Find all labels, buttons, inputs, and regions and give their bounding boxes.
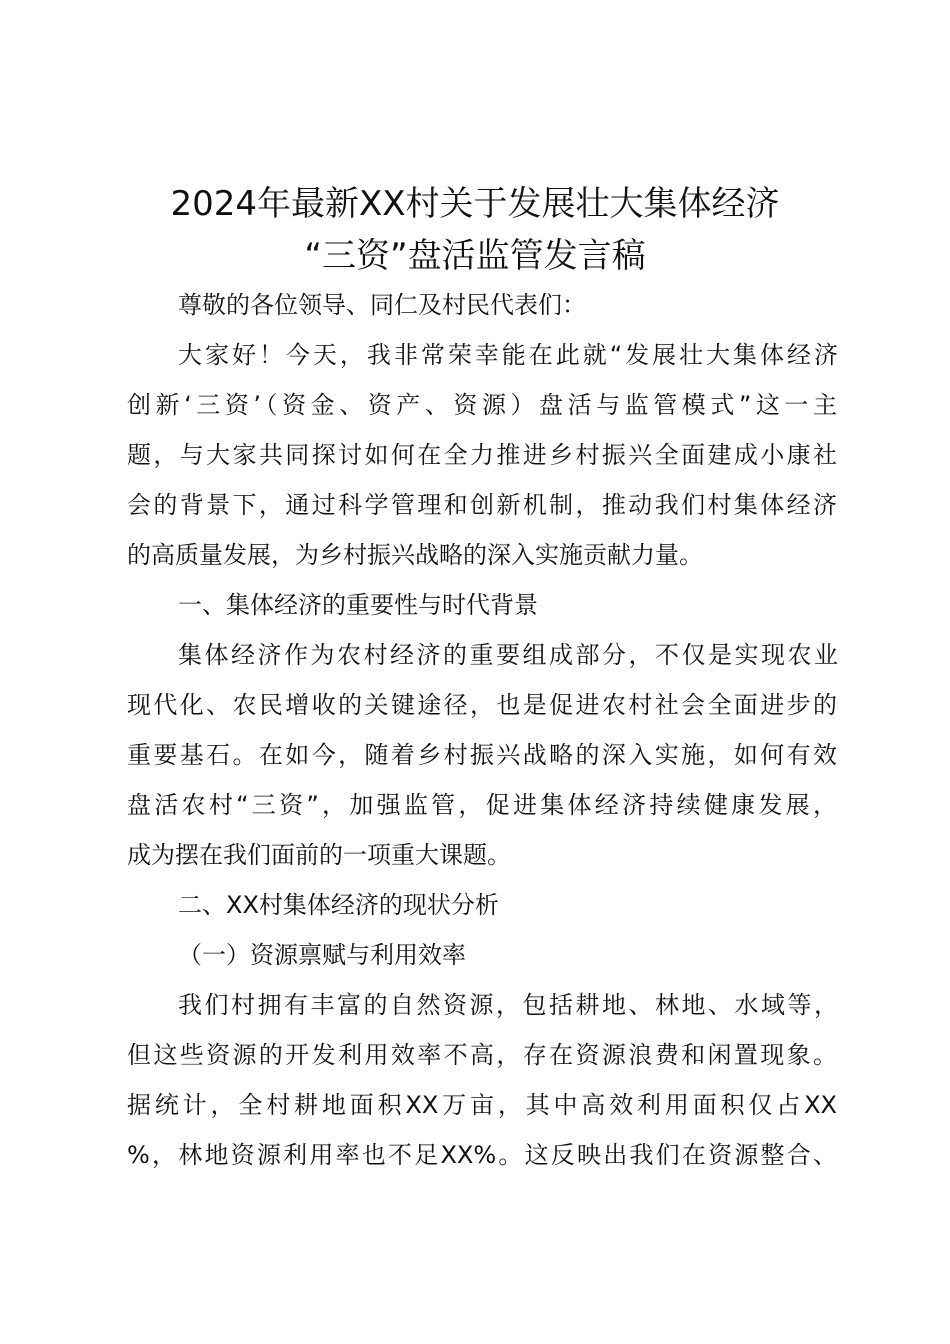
paragraph-line: 盘活农村“三资”，加强监管，促进集体经济持续健康发展， — [127, 791, 837, 819]
paragraph-line: 重要基石。在如今，随着乡村振兴战略的深入实施，如何有效 — [127, 741, 837, 769]
paragraph-line: 但这些资源的开发利用效率不高，存在资源浪费和闲置现象。 — [127, 1041, 837, 1069]
section-heading-1: 一、集体经济的重要性与时代背景 — [178, 591, 538, 619]
document-title-line-1: 2024年最新XX村关于发展壮大集体经济 — [170, 184, 780, 224]
paragraph-line: 题，与大家共同探讨如何在全力推进乡村振兴全面建成小康社 — [127, 441, 837, 469]
subsection-heading-1: （一）资源禀赋与利用效率 — [178, 941, 466, 969]
section-heading-2: 二、XX村集体经济的现状分析 — [178, 891, 499, 919]
paragraph-line: 成为摆在我们面前的一项重大课题。 — [127, 841, 511, 869]
paragraph-line: %，林地资源利用率也不足XX%。这反映出我们在资源整合、 — [127, 1141, 837, 1169]
paragraph-line: 集体经济作为农村经济的重要组成部分，不仅是实现农业 — [178, 641, 838, 669]
document-title-line-2: “三资”盘活监管发言稿 — [304, 236, 646, 276]
paragraph-line: 据统计，全村耕地面积XX万亩，其中高效利用面积仅占XX — [127, 1091, 837, 1119]
paragraph-line: 我们村拥有丰富的自然资源，包括耕地、林地、水域等， — [178, 991, 838, 1019]
paragraph-line: 现代化、农民增收的关键途径，也是促进农村社会全面进步的 — [127, 691, 837, 719]
salutation: 尊敬的各位领导、同仁及村民代表们： — [178, 291, 586, 319]
paragraph-line: 的高质量发展，为乡村振兴战略的深入实施贡献力量。 — [127, 541, 703, 569]
paragraph-line: 会的背景下，通过科学管理和创新机制，推动我们村集体经济 — [127, 491, 837, 519]
paragraph-line: 创新‘三资’（资金、资产、资源）盘活与监管模式”这一主 — [127, 391, 837, 419]
paragraph-line: 大家好！今天，我非常荣幸能在此就“发展壮大集体经济 — [178, 341, 838, 369]
